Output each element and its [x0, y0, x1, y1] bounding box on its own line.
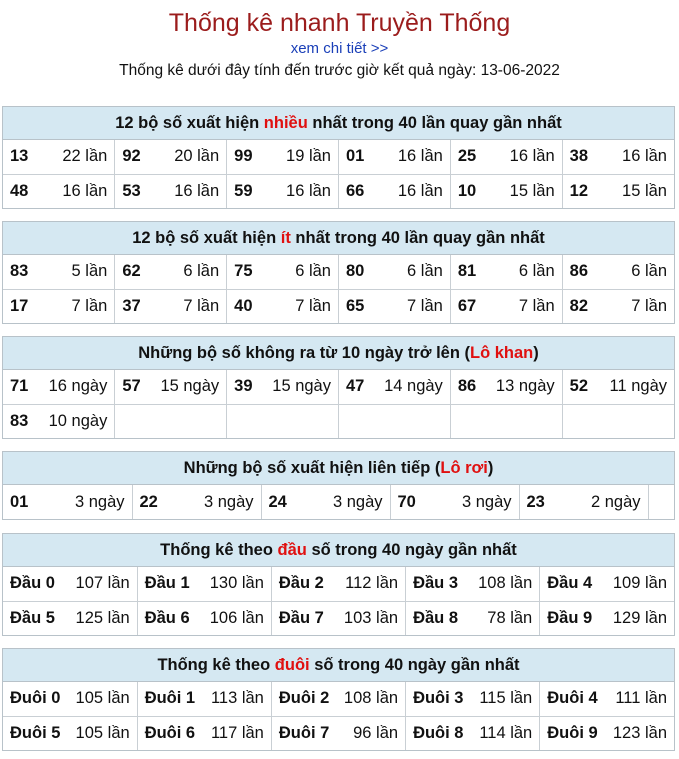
- stat-number: 24: [268, 492, 287, 511]
- stat-count: 3 ngày: [461, 492, 512, 511]
- stat-cell: [406, 682, 540, 716]
- stat-number: Đầu 0: [10, 574, 55, 593]
- stat-number: 62: [122, 262, 141, 281]
- stat-cell: [137, 716, 271, 750]
- stat-count: 5 lần: [71, 262, 108, 281]
- stat-cell: [115, 404, 227, 438]
- stat-number: 67: [457, 296, 477, 315]
- stat-count: 117 lần: [210, 723, 264, 742]
- lo-khan-table: [3, 370, 674, 438]
- stat-cell: [3, 716, 137, 750]
- stat-cell: [338, 174, 450, 208]
- empty-cell: [648, 485, 674, 519]
- table-row: [3, 255, 674, 289]
- stat-cell: [540, 567, 674, 601]
- stat-cell: [540, 716, 674, 750]
- stat-number: Đầu 7: [278, 608, 324, 627]
- stat-cell: [115, 174, 227, 208]
- stat-count: 16 ngày: [48, 377, 108, 396]
- stat-count: 111 lần: [615, 689, 667, 708]
- stat-cell: [3, 567, 137, 601]
- stat-count: 6 lần: [295, 262, 331, 281]
- stat-count: 13 ngày: [495, 377, 555, 396]
- stat-count: 113 lần: [210, 689, 264, 708]
- stat-number: Đuôi 0: [10, 689, 61, 708]
- stat-cell: [115, 370, 227, 404]
- stat-count: 3 ngày: [203, 492, 254, 511]
- least-frequent-box: [2, 221, 675, 324]
- stat-cell: [227, 289, 339, 323]
- stat-number: 53: [122, 181, 141, 200]
- stat-cell: [261, 485, 390, 519]
- stat-number: 57: [122, 377, 141, 396]
- stat-count: 114 lần: [479, 723, 533, 742]
- stat-number: Đuôi 3: [413, 689, 464, 708]
- duoi-stats-title: Thống kê theo đuôi số trong 40 ngày gần nhất: [3, 649, 674, 682]
- dau-stats-title: Thống kê theo đầu số trong 40 ngày gần nhất: [3, 534, 674, 567]
- stat-number: 01: [10, 492, 29, 511]
- stat-count: 7 lần: [295, 296, 331, 315]
- stat-count: 15 lần: [509, 181, 555, 200]
- stat-cell: [450, 289, 562, 323]
- stat-cell: [3, 601, 137, 635]
- stat-number: 17: [10, 296, 29, 315]
- stat-cell: [115, 140, 227, 174]
- stat-number: Đuôi 1: [144, 689, 196, 708]
- stat-count: 14 ngày: [384, 377, 443, 396]
- stat-cell: [271, 716, 405, 750]
- stat-number: Đầu 2: [278, 574, 324, 593]
- stat-cell: [338, 255, 450, 289]
- table-row: [3, 682, 674, 716]
- stat-cell: [3, 255, 115, 289]
- stat-cell: [3, 404, 115, 438]
- stat-number: Đầu 3: [413, 574, 458, 593]
- page-header: [0, 0, 679, 82]
- stat-count: 7 lần: [183, 296, 220, 315]
- stat-number: 92: [122, 147, 141, 166]
- stat-number: Đuôi 7: [278, 723, 330, 742]
- stat-cell: [271, 567, 405, 601]
- stat-number: Đầu 4: [547, 574, 593, 593]
- stat-cell: [450, 174, 562, 208]
- most-frequent-box: [2, 106, 675, 209]
- stat-cell: [540, 601, 674, 635]
- stat-count: 15 ngày: [160, 377, 220, 396]
- stat-count: 16 lần: [509, 147, 555, 166]
- stat-count: 16 lần: [622, 147, 667, 166]
- stat-cell: [338, 289, 450, 323]
- stat-cell: [562, 289, 674, 323]
- dau-stats-box: [2, 533, 675, 636]
- stat-number: Đầu 5: [10, 608, 55, 627]
- stat-cell: [562, 404, 674, 438]
- stat-count: 115 lần: [479, 689, 533, 708]
- dau-stats-table: [3, 567, 674, 635]
- stat-number: Đuôi 4: [547, 689, 598, 708]
- table-row: [3, 174, 674, 208]
- stat-count: 6 lần: [518, 262, 555, 281]
- stat-number: Đuôi 6: [144, 723, 196, 742]
- stat-number: Đầu 8: [413, 608, 458, 627]
- stat-cell: [3, 174, 115, 208]
- stat-number: 81: [457, 262, 477, 281]
- stat-count: 123 lần: [612, 723, 667, 742]
- stat-number: 23: [526, 492, 545, 511]
- stat-number: 47: [345, 377, 365, 396]
- table-row: [3, 485, 674, 519]
- stat-count: 19 lần: [286, 147, 331, 166]
- stat-cell: [390, 485, 519, 519]
- lo-roi-title: Những bộ số xuất hiện liên tiếp (Lô rơi): [3, 452, 674, 485]
- stat-count: 16 lần: [397, 181, 443, 200]
- stat-count: 105 lần: [75, 723, 130, 742]
- stat-cell: [227, 174, 339, 208]
- stat-count: 108 lần: [343, 689, 399, 708]
- stat-cell: [137, 567, 271, 601]
- stat-count: 125 lần: [75, 608, 130, 627]
- table-row: [3, 370, 674, 404]
- stat-number: 82: [569, 296, 588, 315]
- stat-number: 59: [234, 181, 253, 200]
- stat-number: 38: [569, 147, 588, 166]
- date-line: Thống kê dưới đây tính đến trước giờ kết quả ngày: 13-06-2022: [119, 62, 560, 79]
- stat-count: 11 ngày: [609, 377, 667, 396]
- duoi-stats-box: [2, 648, 675, 751]
- stat-number: 66: [345, 181, 365, 200]
- stat-number: 40: [234, 296, 253, 315]
- stat-number: 39: [234, 377, 253, 396]
- stat-count: 7 lần: [518, 296, 555, 315]
- stat-number: 22: [139, 492, 158, 511]
- stat-number: 86: [457, 377, 477, 396]
- stat-number: Đầu 9: [547, 608, 593, 627]
- table-row: [3, 140, 674, 174]
- stat-count: 6 lần: [183, 262, 220, 281]
- stat-count: 7 lần: [407, 296, 443, 315]
- stat-number: 48: [10, 181, 29, 200]
- stat-count: 16 lần: [174, 181, 220, 200]
- stat-cell: [3, 485, 132, 519]
- stat-cell: [227, 404, 339, 438]
- stat-number: 12: [569, 181, 588, 200]
- stat-number: 83: [10, 411, 29, 430]
- stat-count: 105 lần: [75, 689, 130, 708]
- stat-number: 01: [345, 147, 365, 166]
- stat-count: 109 lần: [612, 574, 667, 593]
- stat-count: 16 lần: [62, 181, 108, 200]
- stat-count: 7 lần: [71, 296, 108, 315]
- stat-number: 86: [569, 262, 588, 281]
- stat-number: 99: [234, 147, 253, 166]
- stat-number: 65: [345, 296, 365, 315]
- stat-cell: [115, 289, 227, 323]
- stat-number: 80: [345, 262, 365, 281]
- lo-khan-title: Những bộ số không ra từ 10 ngày trở lên (Lô khan): [3, 337, 674, 370]
- stat-cell: [3, 289, 115, 323]
- stat-cell: [271, 601, 405, 635]
- stat-number: 52: [569, 377, 588, 396]
- stat-count: 130 lần: [209, 574, 264, 593]
- stat-count: 22 lần: [62, 147, 108, 166]
- stat-cell: [562, 255, 674, 289]
- least-frequent-table: [3, 255, 674, 323]
- stat-number: Đuôi 9: [547, 723, 598, 742]
- stat-cell: [338, 404, 450, 438]
- stat-cell: [406, 716, 540, 750]
- stat-count: 15 lần: [622, 181, 667, 200]
- table-row: [3, 601, 674, 635]
- stat-cell: [450, 404, 562, 438]
- stat-cell: [271, 682, 405, 716]
- stat-cell: [227, 140, 339, 174]
- stat-number: 75: [234, 262, 253, 281]
- stat-cell: [519, 485, 648, 519]
- stat-number: 70: [397, 492, 416, 511]
- stat-count: 3 ngày: [74, 492, 125, 511]
- lo-khan-box: [2, 336, 675, 439]
- stat-count: 10 ngày: [48, 411, 108, 430]
- stat-count: 15 ngày: [272, 377, 331, 396]
- stat-count: 20 lần: [174, 147, 220, 166]
- stat-cell: [137, 601, 271, 635]
- stat-number: 10: [457, 181, 477, 200]
- stat-number: Đuôi 8: [413, 723, 464, 742]
- detail-link[interactable]: xem chi tiết >>: [290, 40, 389, 57]
- stat-number: Đuôi 2: [278, 689, 330, 708]
- duoi-stats-table: [3, 682, 674, 750]
- stat-number: 83: [10, 262, 29, 281]
- stat-cell: [227, 370, 339, 404]
- most-frequent-table: [3, 140, 674, 208]
- stat-cell: [540, 682, 674, 716]
- stat-count: 6 lần: [407, 262, 443, 281]
- stat-cell: [450, 255, 562, 289]
- stat-count: 2 ngày: [590, 492, 641, 511]
- stat-cell: [562, 140, 674, 174]
- stat-cell: [137, 682, 271, 716]
- stat-count: 16 lần: [397, 147, 443, 166]
- stat-count: 107 lần: [75, 574, 130, 593]
- stat-number: 13: [10, 147, 29, 166]
- table-row: [3, 289, 674, 323]
- stat-number: 37: [122, 296, 141, 315]
- stat-cell: [338, 370, 450, 404]
- stat-cell: [115, 255, 227, 289]
- table-row: [3, 404, 674, 438]
- page-title: Thống kê nhanh Truyền Thống: [168, 9, 511, 37]
- table-row: [3, 567, 674, 601]
- stat-cell: [338, 140, 450, 174]
- lo-roi-table: [3, 485, 674, 519]
- stat-count: 108 lần: [478, 574, 533, 593]
- stat-count: 96 lần: [353, 723, 399, 742]
- stat-count: 78 lần: [487, 608, 533, 627]
- stat-cell: [3, 140, 115, 174]
- stat-cell: [406, 567, 540, 601]
- stat-number: 71: [10, 377, 29, 396]
- stat-cell: [562, 370, 674, 404]
- stat-cell: [3, 370, 115, 404]
- stat-number: Đầu 1: [144, 574, 190, 593]
- stat-cell: [406, 601, 540, 635]
- stat-number: Đuôi 5: [10, 723, 61, 742]
- stat-count: 106 lần: [209, 608, 264, 627]
- stat-cell: [450, 370, 562, 404]
- table-row: [3, 716, 674, 750]
- stat-number: 25: [457, 147, 477, 166]
- stat-cell: [3, 682, 137, 716]
- stat-cell: [450, 140, 562, 174]
- stat-count: 129 lần: [612, 608, 667, 627]
- stat-count: 112 lần: [345, 574, 399, 593]
- least-frequent-title: 12 bộ số xuất hiện ít nhất trong 40 lần quay gần nhất: [3, 222, 674, 255]
- stat-count: 103 lần: [343, 608, 399, 627]
- stat-count: 6 lần: [631, 262, 667, 281]
- stat-cell: [227, 255, 339, 289]
- stat-cell: [562, 174, 674, 208]
- stat-count: 3 ngày: [332, 492, 383, 511]
- lo-roi-box: [2, 451, 675, 520]
- stat-count: 7 lần: [631, 296, 667, 315]
- stat-count: 16 lần: [286, 181, 331, 200]
- most-frequent-title: 12 bộ số xuất hiện nhiều nhất trong 40 lần quay gần nhất: [3, 107, 674, 140]
- stat-number: Đầu 6: [144, 608, 190, 627]
- stat-cell: [132, 485, 261, 519]
